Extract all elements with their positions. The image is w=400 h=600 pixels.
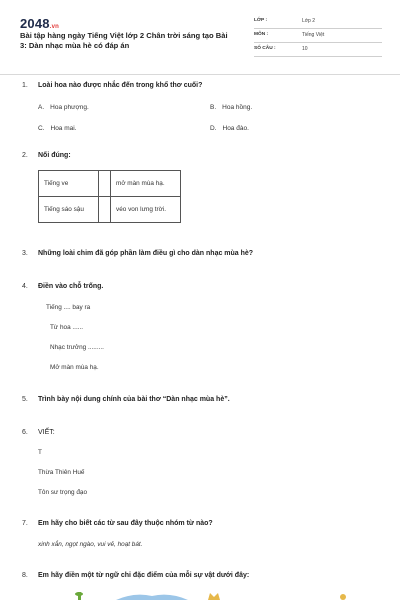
question-number: 8. (22, 572, 28, 579)
meta-row-grade (254, 16, 382, 29)
header-divider (0, 74, 400, 75)
question-text: Những loài chim đã góp phần làm điều gì cho dàn nhạc mùa hè? (38, 250, 254, 257)
meta-row-subject (254, 30, 382, 43)
site-logo[interactable] (20, 16, 59, 31)
document-header (20, 16, 382, 66)
question-text: VIẾT: (38, 429, 55, 436)
question-text: Em hãy cho biết các từ sau đây thuộc nhóm từ nào? (38, 520, 213, 527)
match-gap-cell (99, 171, 111, 197)
question-text: Điền vào chỗ trống. (38, 283, 104, 290)
question-number: 1. (22, 82, 28, 89)
question-number: 6. (22, 429, 28, 436)
sky-image (116, 592, 188, 600)
question-number: 2. (22, 152, 28, 159)
logo-suffix: .vn (49, 24, 60, 30)
word-list: xinh xắn, ngọt ngào, vui vẻ, hoạt bát. (38, 541, 143, 548)
table-row (39, 197, 181, 223)
meta-info (254, 16, 382, 58)
question-number: 3. (22, 250, 28, 257)
option-c[interactable] (38, 125, 77, 132)
question-number: 5. (22, 396, 28, 403)
flower-image (338, 592, 348, 600)
document-title: Bài tập hàng ngày Tiếng Việt lớp 2 Chân trời sáng tạo Bài 3: Dàn nhạc mùa hè có đáp án (20, 31, 228, 50)
question-number: 7. (22, 520, 28, 527)
option-letter: C. (38, 125, 45, 132)
question-text: Trình bày nội dung chính của bài thơ “Dàn nhạc mùa hè”. (38, 396, 230, 403)
crown-image (208, 592, 220, 600)
match-left-cell[interactable]: Tiếng ve (39, 171, 99, 197)
plant-image (74, 592, 86, 600)
meta-value: 10 (302, 46, 308, 52)
option-letter: A. (38, 104, 45, 111)
match-right-cell[interactable]: mở màn mùa hạ. (111, 171, 181, 197)
option-letter: B. (210, 104, 217, 111)
writing-line: T (38, 449, 42, 456)
option-a[interactable] (38, 104, 89, 111)
question-8-images (0, 588, 400, 600)
question-number: 4. (22, 283, 28, 290)
question-text: Loài hoa nào được nhắc đến trong khổ thơ cuối? (38, 82, 203, 89)
option-letter: D. (210, 125, 217, 132)
option-d[interactable] (210, 125, 249, 132)
option-text: Hoa đào. (222, 125, 249, 132)
fill-line: Mở màn mùa hạ. (50, 364, 99, 371)
logo-text: 2048 (20, 16, 50, 31)
meta-row-count (254, 44, 382, 57)
fill-line: Tiếng .... bay ra (46, 304, 91, 311)
option-text: Hoa phượng. (50, 104, 89, 111)
meta-key: SỐ CÂU : (254, 46, 276, 51)
writing-line: Thừa Thiên Huế (38, 469, 85, 476)
match-left-cell[interactable]: Tiếng sáo sậu (39, 197, 99, 223)
question-text: Nối đúng: (38, 152, 71, 159)
fill-line: Từ hoa ...... (50, 324, 84, 331)
matching-table (38, 170, 181, 223)
meta-key: LỚP : (254, 18, 268, 23)
meta-key: MÔN : (254, 32, 269, 37)
meta-value: Lớp 2 (302, 18, 316, 24)
option-b[interactable] (210, 104, 252, 111)
table-row (39, 171, 181, 197)
match-gap-cell (99, 197, 111, 223)
match-right-cell[interactable]: véo von lưng trời. (111, 197, 181, 223)
option-text: Hoa hồng. (222, 104, 253, 111)
option-text: Hoa mai. (50, 125, 77, 132)
fill-line: Nhạc trưởng ......... (50, 344, 104, 351)
writing-line: Tôn sư trọng đạo (38, 489, 88, 496)
meta-value: Tiếng Việt (302, 32, 325, 38)
question-text: Em hãy điền một từ ngữ chỉ đặc điểm của mỗi sự vật dưới đây: (38, 572, 250, 579)
